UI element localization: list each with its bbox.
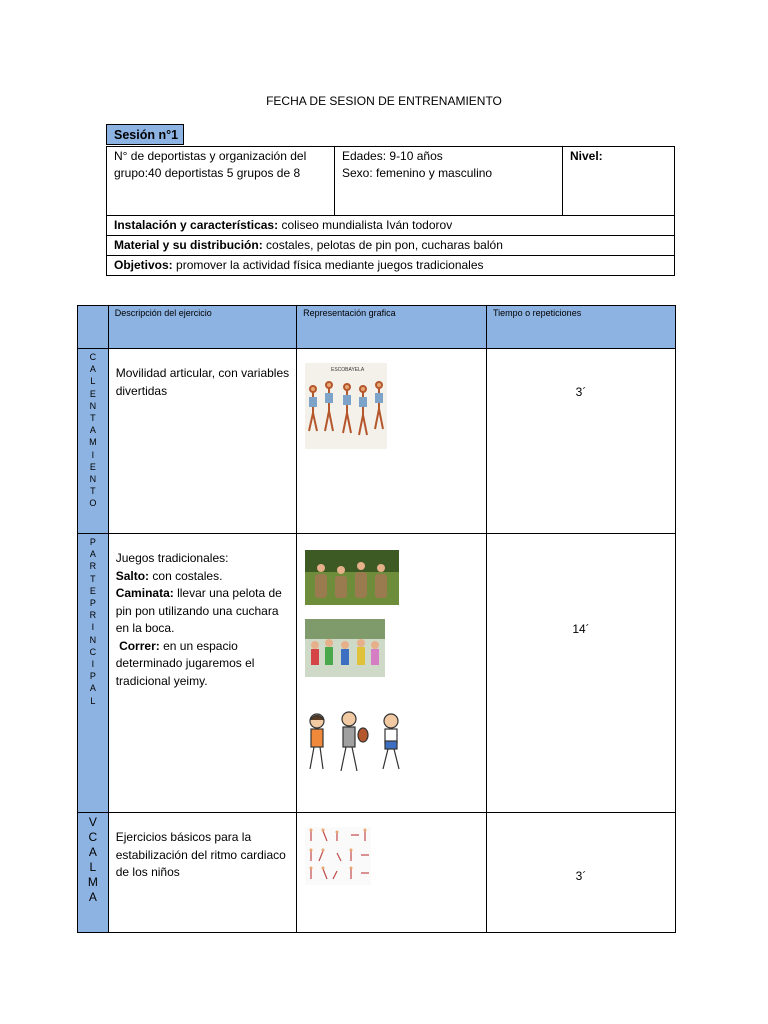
spoon-race-photo	[305, 619, 385, 677]
header-time: Tiempo o repeticiones	[486, 306, 675, 349]
correr-label: Correr:	[119, 638, 160, 653]
material-label: Material y su distribución:	[114, 238, 263, 252]
objectives-cell	[107, 256, 675, 276]
phase-main: P A R T E P R I N C I P A L	[78, 534, 109, 813]
material-cell	[107, 236, 675, 256]
salto-text: con costales.	[149, 568, 223, 583]
material-value: costales, pelotas de pin pon, cucharas balón	[266, 238, 503, 252]
objectives-value: promover la actividad física mediante juegos tradicionales	[176, 258, 484, 272]
main-title: Juegos tradicionales:	[115, 551, 229, 565]
ages-label: Edades:	[342, 149, 387, 163]
stretching-figures-image	[305, 363, 387, 449]
correr-text: en un espacio determinado jugaremos el tradicional yeimy.	[115, 638, 255, 688]
header-graphic: Representación grafica	[297, 306, 487, 349]
level-label: Nivel:	[570, 149, 603, 163]
caminata-label: Caminata:	[115, 586, 174, 600]
athletes-cell	[107, 147, 335, 216]
warmup-description	[108, 349, 296, 534]
children-playing-illustration	[305, 711, 405, 787]
warmup-graphic-cell	[297, 349, 487, 534]
objectives-label: Objetivos:	[114, 258, 173, 272]
phase-cooldown: V C A L M A	[78, 813, 109, 933]
athletes-label: N° de deportistas y organización del grupo:	[114, 149, 307, 180]
main-description	[108, 534, 296, 813]
sack-race-photo	[305, 550, 399, 605]
cooldown-text: Ejercicios básicos para la estabilización del ritmo cardiaco de los niños	[115, 830, 286, 879]
main-graphic-cell	[297, 534, 487, 813]
cooldown-description	[108, 813, 296, 933]
ages-sex-cell	[335, 147, 563, 216]
phase-warmup: C A L E N T A M I E N T O	[78, 349, 109, 534]
installation-value: coliseo mundialista Iván todorov	[281, 218, 453, 232]
header-corner	[78, 306, 109, 349]
warmup-text: Movilidad articular, con variables divertidas	[115, 366, 290, 398]
sex-value: femenino y masculino	[376, 166, 493, 180]
cooldown-time: 3´	[486, 813, 675, 933]
image-caption: ESCOBAYELA	[331, 367, 365, 373]
session-label: Sesión n°1	[106, 124, 184, 145]
ages-value: 9-10 años	[389, 149, 443, 163]
session-info-table	[106, 146, 675, 276]
installation-label: Instalación y características:	[114, 218, 279, 232]
salto-label: Salto:	[115, 568, 150, 583]
installation-cell	[107, 216, 675, 236]
main-time: 14´	[486, 534, 675, 813]
stretch-exercises-image	[305, 827, 371, 885]
sex-label: Sexo:	[342, 166, 373, 180]
warmup-time: 3´	[486, 349, 675, 534]
exercise-table	[77, 305, 676, 933]
caminata-text: llevar una pelota de pin pon utilizando una cuchara en la boca.	[115, 586, 282, 635]
cooldown-graphic-cell	[297, 813, 487, 933]
page-title: FECHA DE SESION DE ENTRENAMIENTO	[266, 94, 502, 108]
header-description: Descripción del ejercicio	[108, 306, 296, 349]
level-cell	[563, 147, 675, 216]
athletes-value: 40 deportistas 5 grupos de 8	[148, 166, 301, 180]
